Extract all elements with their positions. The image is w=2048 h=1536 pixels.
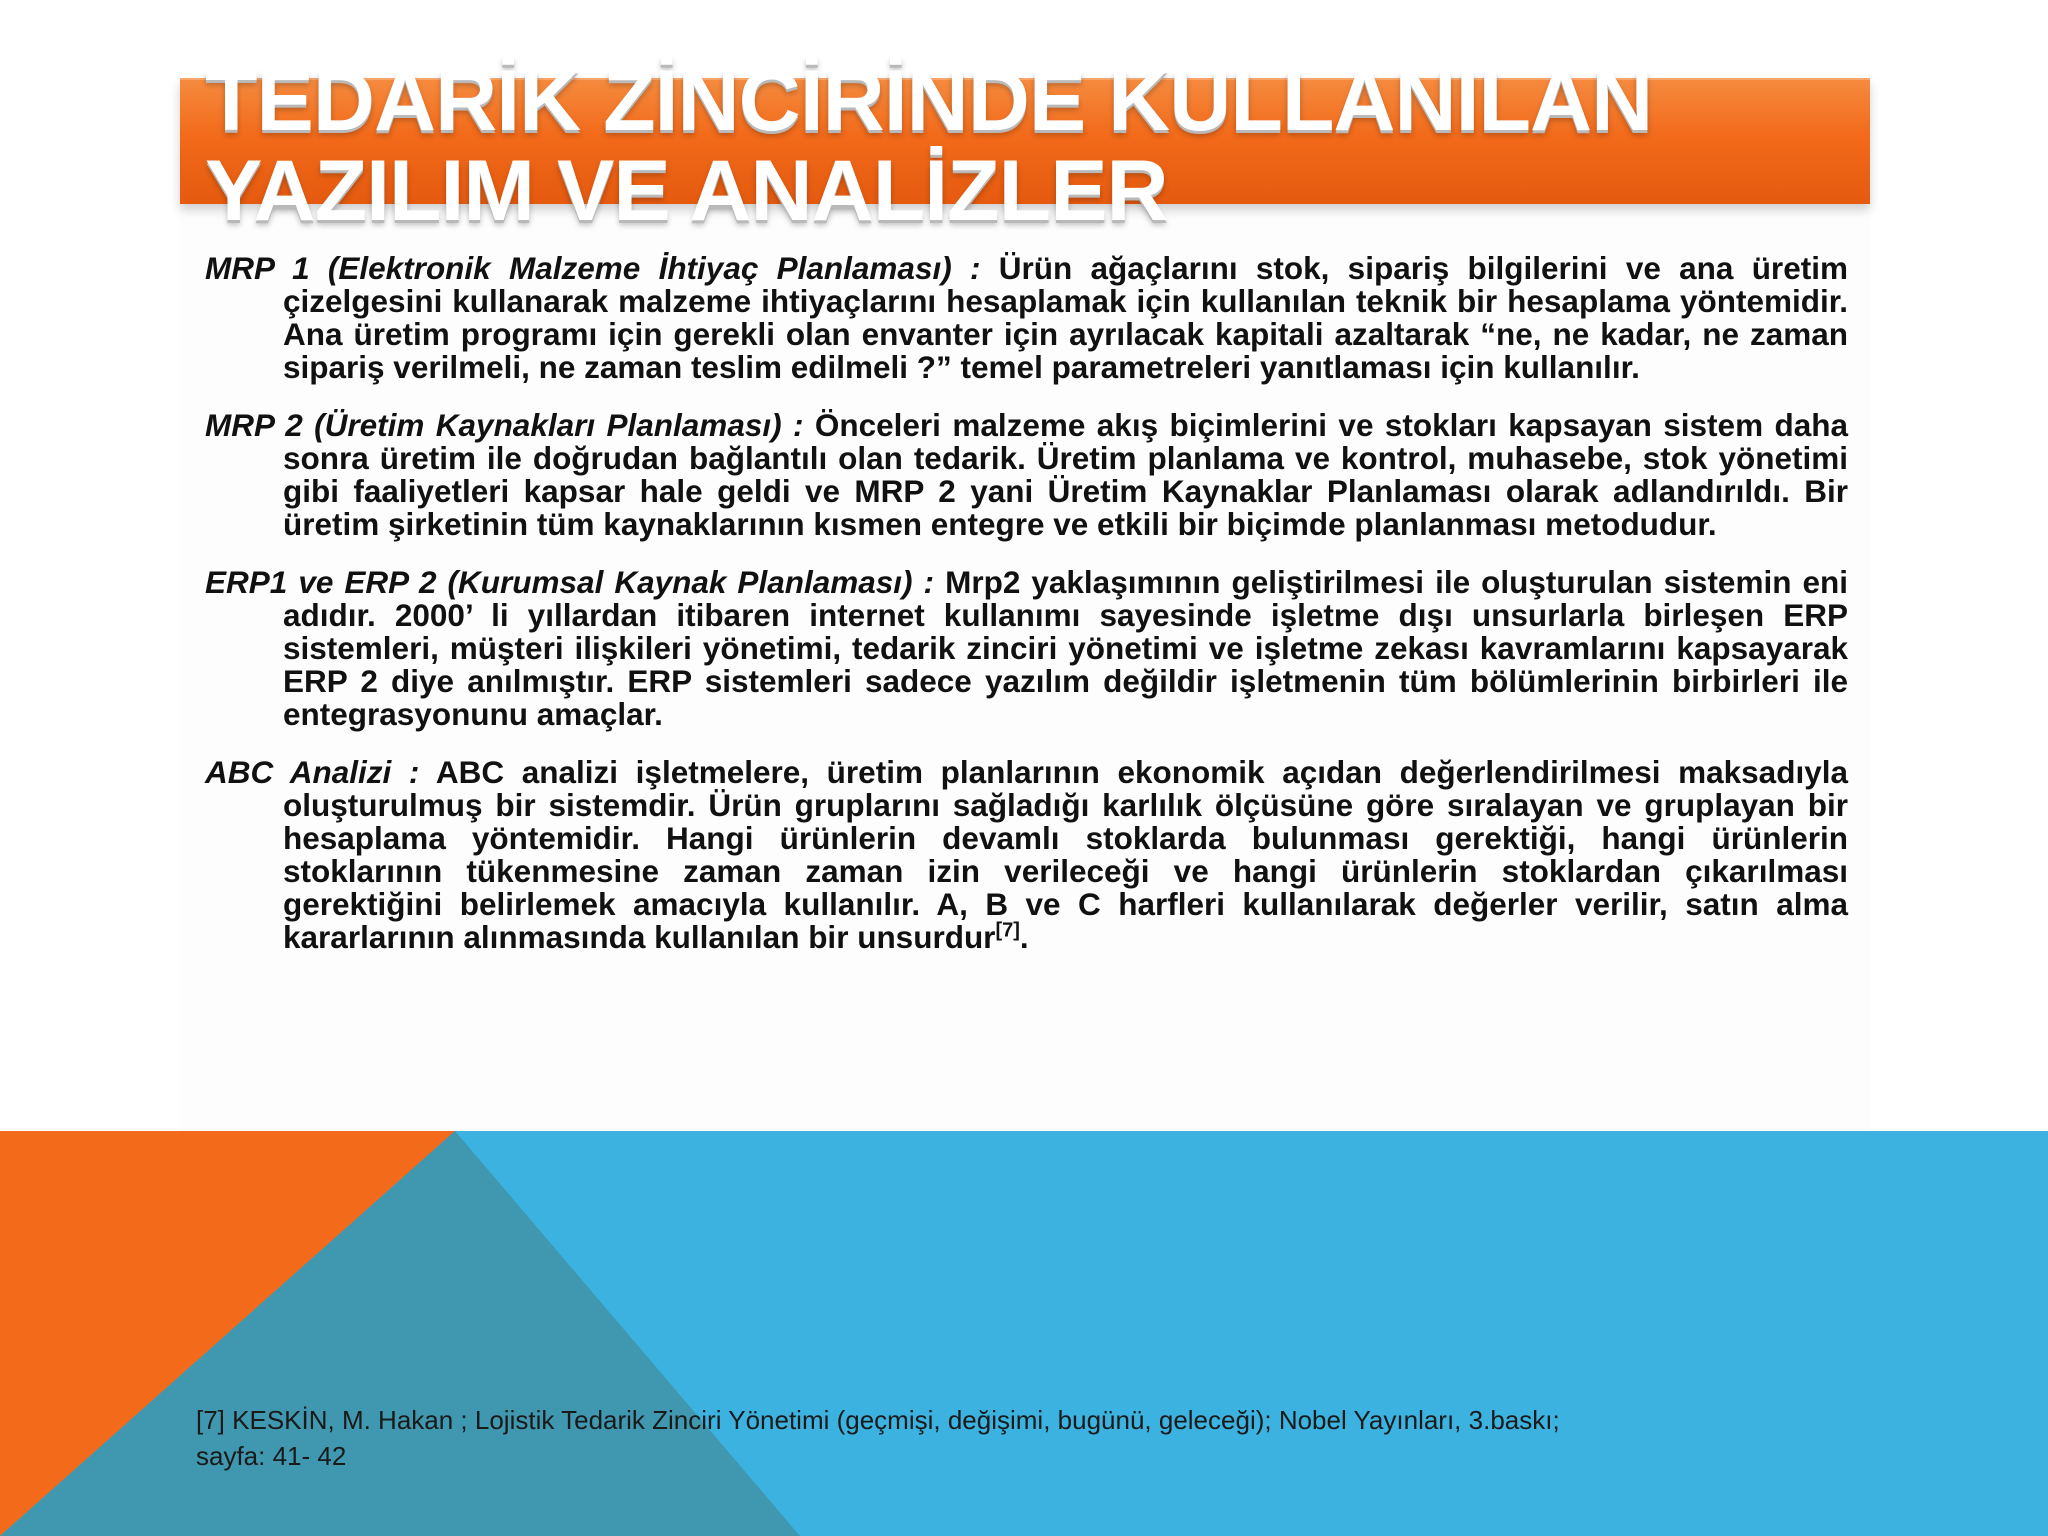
term-erp: ERP1 ve ERP 2 (Kurumsal Kaynak Planlaması) : [205, 564, 935, 600]
slide-title [205, 53, 1705, 239]
paragraph-mrp1 [205, 252, 1848, 384]
term-mrp1: MRP 1 (Elektronik Malzeme İhtiyaç Planlaması) : [205, 250, 981, 286]
body-text [205, 252, 1848, 979]
slide-title-line-1: TEDARİK ZİNCİRİNDE KULLANILAN [205, 53, 1653, 149]
bottom-decoration [0, 1131, 2048, 1536]
term-abc: ABC Analizi : [205, 754, 420, 790]
text-abc-tail: . [1019, 919, 1029, 955]
text-erp: Mrp2 yaklaşımının geliştirilmesi ile oluşturulan sistemin eni adıdır. 2000’ li yıllardan itibaren internet kullanımı sayesinde işletme dışı unsurlarla birleşen ERP sistemleri, müşteri ilişkileri yönetimi, tedarik zinciri yönetimi ve işletme zekası kavramlarını kapsayarak ERP 2 diye anılmıştır. ERP sistemleri sadece yazılım değildir işletmenin tüm bölümlerinin birbirleri ile entegrasyonunu amaçlar. [283, 564, 1848, 732]
text-abc: ABC analizi işletmelere, üretim planlarının ekonomik açıdan değerlendirilmesi maksadıyla oluşturulmuş bir sistemdir. Ürün gruplarını sağladığı karlılık ölçüsüne göre sıralayan ve gruplayan bir hesaplama yöntemidir. Hangi ürünlerin devamlı stoklarda bulunması gerektiği, hangi ürünlerin stoklarının tükenmesine zaman zaman izin verileceği ve hangi ürünlerin stoklardan çıkarılması gerektiğini belirlemek amacıyla kullanılır. A, B ve C harfleri kullanılarak değerler verilir, satın alma kararlarının alınmasında kullanılan bir unsurdur [283, 754, 1848, 955]
footnote [196, 1402, 1726, 1474]
paragraph-mrp2 [205, 409, 1848, 541]
footnote-line-1: [7] KESKİN, M. Hakan ; Lojistik Tedarik Zinciri Yönetimi (geçmişi, değişimi, bugünü, geleceği); Nobel Yayınları, 3.baskı; [196, 1405, 1560, 1435]
text-mrp2: Önceleri malzeme akış biçimlerini ve stokları kapsayan sistem daha sonra üretim ile doğrudan bağlantılı olan tedarik. Üretim planlama ve kontrol, muhasebe, stok yönetimi gibi faaliyetleri kapsar hale geldi ve MRP 2 yani Üretim Kaynaklar Planlaması olarak adlandırıldı. Bir üretim şirketinin tüm kaynaklarının kısmen entegre ve etkili bir biçimde planlanması metodudur. [283, 407, 1848, 542]
term-mrp2: MRP 2 (Üretim Kaynakları Planlaması) : [205, 407, 804, 443]
footnote-line-2: sayfa: 41- 42 [196, 1441, 347, 1471]
paragraph-erp [205, 566, 1848, 731]
paragraph-abc [205, 756, 1848, 954]
slide-title-line-2: YAZILIM VE ANALİZLER [205, 143, 1168, 239]
text-mrp1: Ürün ağaçlarını stok, sipariş bilgilerini ve ana üretim çizelgesini kullanarak malzeme ihtiyaçlarını hesaplamak için kullanılan teknik bir hesaplama yöntemidir. Ana üretim programı için gerekli olan envanter için ayrılacak kapitali azaltarak “ne, ne kadar, ne zaman sipariş verilmeli, ne zaman teslim edilmeli ?” temel parametreleri yanıtlaması için kullanılır. [283, 250, 1848, 385]
citation-marker: [7] [995, 919, 1020, 942]
